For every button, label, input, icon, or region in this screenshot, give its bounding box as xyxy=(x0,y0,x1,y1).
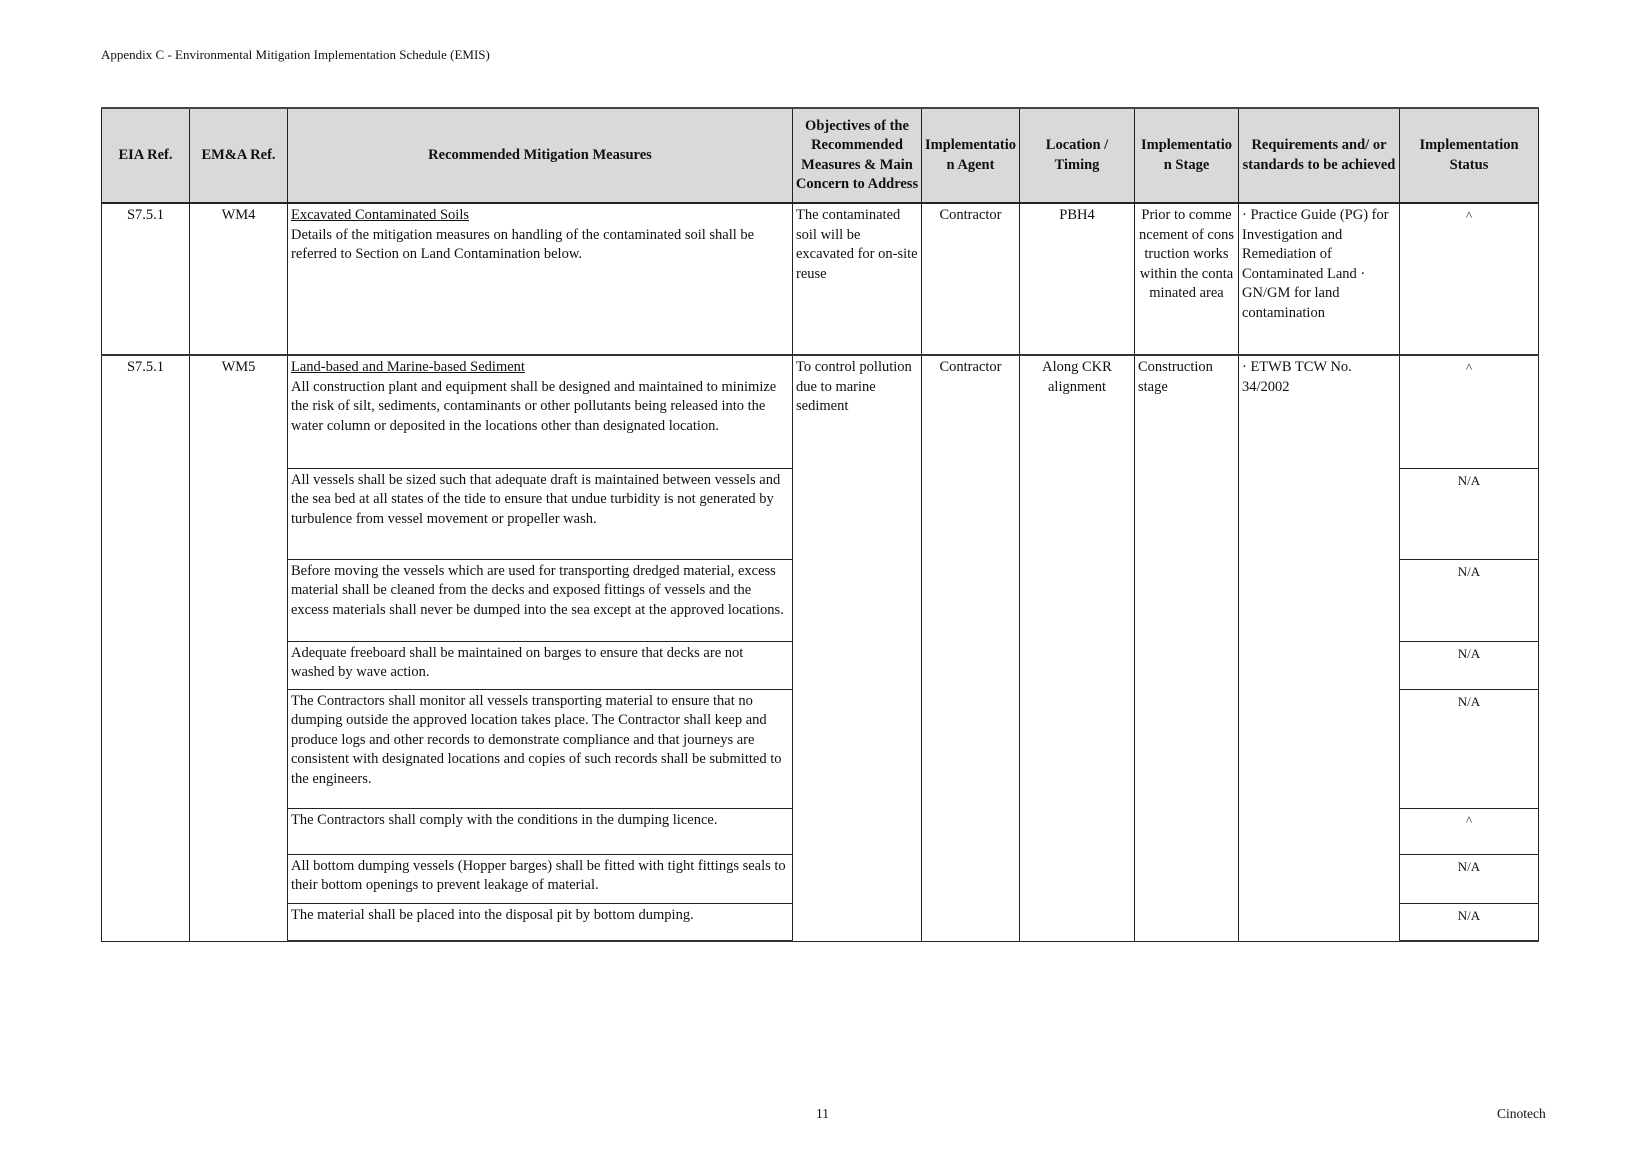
measure-text: Before moving the vessels which are used for transporting dredged material, excess material shall be cleaned from the decks and exposed fittings of vessels and the excess materials shall never be dumped into the sea except at the approved locations. xyxy=(288,559,793,641)
status: N/A xyxy=(1400,641,1539,689)
eia-ref: S7.5.1 xyxy=(102,355,190,941)
status: N/A xyxy=(1400,903,1539,941)
status: N/A xyxy=(1400,854,1539,903)
status: N/A xyxy=(1400,559,1539,641)
measure-text: The material shall be placed into the disposal pit by bottom dumping. xyxy=(288,903,793,941)
agent: Contractor xyxy=(922,355,1020,941)
header-objectives: Objectives of the Recommended Measures & Main Concern to Address xyxy=(793,108,922,203)
agent: Contractor xyxy=(922,203,1020,355)
measure-text: All bottom dumping vessels (Hopper barges) shall be fitted with tight fittings seals to their bottom openings to prevent leakage of material. xyxy=(288,854,793,903)
location: PBH4 xyxy=(1020,203,1135,355)
status: N/A xyxy=(1400,468,1539,559)
company-name: Cinotech xyxy=(1497,1106,1546,1121)
header-stage: Implementation Stage xyxy=(1135,108,1239,203)
document-title: Appendix C - Environmental Mitigation Implementation Schedule (EMIS) xyxy=(101,47,490,62)
objective: The contaminated soil will be excavated for on-site reuse xyxy=(793,203,922,355)
header-row xyxy=(102,108,1539,203)
ema-ref: WM4 xyxy=(190,203,288,355)
location: Along CKR alignment xyxy=(1020,355,1135,941)
requirements: · Practice Guide (PG) for Investigation and Remediation of Contaminated Land · GN/GM for land contamination xyxy=(1239,203,1400,355)
measure-heading: Land-based and Marine-based Sediment xyxy=(291,359,525,375)
measure-text: Adequate freeboard shall be maintained on barges to ensure that decks are not washed by wave action. xyxy=(288,641,793,689)
page-number: 11 xyxy=(816,1106,829,1121)
header-requirements: Requirements and/ or standards to be achieved xyxy=(1239,108,1400,203)
header-status: Implementation Status xyxy=(1400,108,1539,203)
header-agent: Implementation Agent xyxy=(922,108,1020,203)
table-row-wm4 xyxy=(102,203,1539,355)
measure-text: All construction plant and equipment shall be designed and maintained to minimize the risk of silt, sediments, contaminants or other pollutants being released into the water column or deposited in the locations other than designated location. xyxy=(291,378,777,434)
table-row-wm5 xyxy=(102,355,1539,468)
requirements: · ETWB TCW No. 34/2002 xyxy=(1239,355,1400,941)
measure-text: The Contractors shall comply with the conditions in the dumping licence. xyxy=(288,808,793,854)
status: N/A xyxy=(1400,689,1539,808)
header-eia-ref: EIA Ref. xyxy=(102,108,190,203)
eia-ref: S7.5.1 xyxy=(102,203,190,355)
ema-ref: WM5 xyxy=(190,355,288,941)
measure-text: All vessels shall be sized such that adequate draft is maintained between vessels and the sea bed at all states of the tide to ensure that undue turbidity is not generated by turbulence from vessel movement or propeller wash. xyxy=(288,468,793,559)
measure-cell xyxy=(288,203,793,355)
measure-heading: Excavated Contaminated Soils xyxy=(291,207,469,223)
status: ^ xyxy=(1400,355,1539,468)
emis-table xyxy=(101,107,1539,942)
measure-text: The Contractors shall monitor all vessels transporting material to ensure that no dumping outside the approved location takes place. The Contractor shall keep and produce logs and other records to demonstrate compliance and that journeys are consistent with designated locations and copies of such records shall be submitted to the engineers. xyxy=(288,689,793,808)
status: ^ xyxy=(1400,203,1539,355)
stage: Prior to commencement of construction works within the contaminated area xyxy=(1135,203,1239,355)
stage: Construction stage xyxy=(1135,355,1239,941)
header-ema-ref: EM&A Ref. xyxy=(190,108,288,203)
objective: To control pollution due to marine sediment xyxy=(793,355,922,941)
status: ^ xyxy=(1400,808,1539,854)
measure-text: Details of the mitigation measures on handling of the contaminated soil shall be referred to Section on Land Contamination below. xyxy=(291,226,755,262)
header-measures: Recommended Mitigation Measures xyxy=(288,108,793,203)
header-location: Location / Timing xyxy=(1020,108,1135,203)
measure-cell xyxy=(288,355,793,468)
